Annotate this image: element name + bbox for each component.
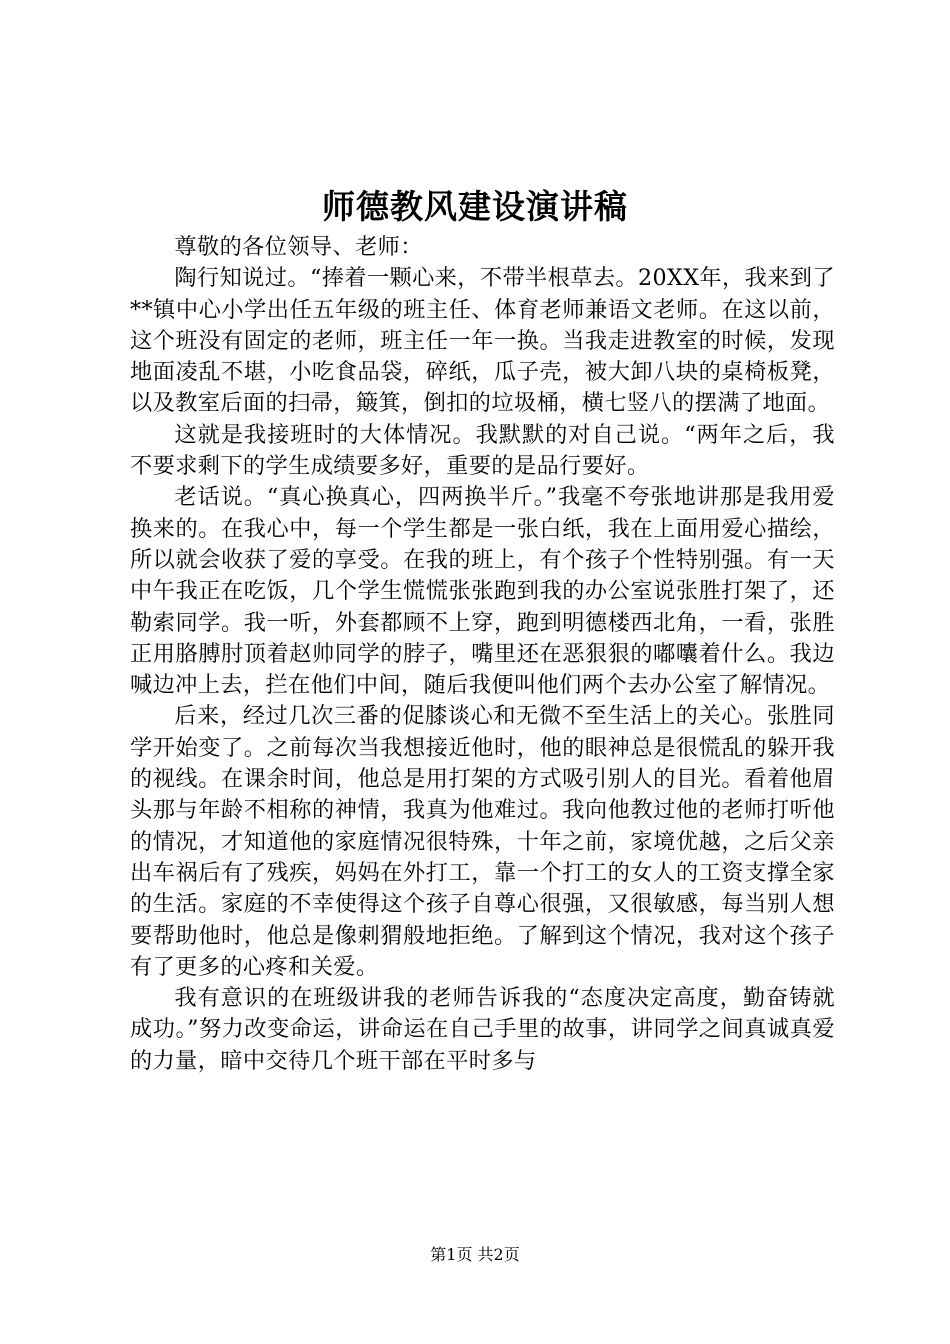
page-number-footer: 第1页 共2页 bbox=[430, 1245, 520, 1264]
document-title: 师德教风建设演讲稿 bbox=[322, 187, 628, 226]
document-body bbox=[130, 232, 835, 1077]
body-paragraph: 陶行知说过。“捧着一颗心来，不带半根草去。20XX年，我来到了**镇中心小学出任五年级的班主任、体育老师兼语文老师。在这以前，这个班没有固定的老师，班主任一年一换。当我走进教室的时候，发现地面凌乱不堪，小吃食品袋，碎纸，瓜子壳，被大卸八块的桌椅板凳，以及教室后面的扫帚，簸箕，倒扣的垃圾桶，横七竖八的摆满了地面。 bbox=[130, 265, 835, 417]
body-paragraph: 老话说。“真心换真心，四两换半斤。”我毫不夸张地讲那是我用爱换来的。在我心中，每一个学生都是一张白纸，我在上面用爱心描绘，所以就会收获了爱的享受。在我的班上，有个孩子个性特别强。有一天中午我正在吃饭，几个学生慌慌张张跑到我的办公室说张胜打架了，还勒索同学。我一听，外套都顾不上穿，跑到明德楼西北角，一看，张胜正用胳膊肘顶着赵帅同学的脖子，嘴里还在恶狠狠的嘟囔着什么。我边喊边冲上去，拦在他们中间，随后我便叫他们两个去办公室了解情况。 bbox=[130, 484, 835, 699]
body-paragraph: 这就是我接班时的大体情况。我默默的对自己说。“两年之后，我不要求剩下的学生成绩要多好，重要的是品行要好。 bbox=[130, 421, 835, 480]
salutation-paragraph: 尊敬的各位领导、老师： bbox=[174, 234, 423, 260]
body-paragraph: 我有意识的在班级讲我的老师告诉我的“态度决定高度，勤奋铸就成功。”努力改变命运，讲命运在自己手里的故事，讲同学之间真诚真爱的力量，暗中交待几个班干部在平时多与 bbox=[130, 985, 835, 1074]
body-paragraph: 后来，经过几次三番的促膝谈心和无微不至生活上的关心。张胜同学开始变了。之前每次当我想接近他时，他的眼神总是很慌乱的躲开我的视线。在课余时间，他总是用打架的方式吸引别人的目光。看着他眉头那与年龄不相称的神情，我真为他难过。我向他教过他的老师打听他的情况，才知道他的家庭情况很特殊，十年之前，家境优越，之后父亲出车祸后有了残疾，妈妈在外打工，靠一个打工的女人的工资支撑全家的生活。家庭的不幸使得这个孩子自尊心很强，又很敏感，每当别人想要帮助他时，他总是像刺猬般地拒绝。了解到这个情况，我对这个孩子有了更多的心疼和关爱。 bbox=[130, 703, 835, 980]
